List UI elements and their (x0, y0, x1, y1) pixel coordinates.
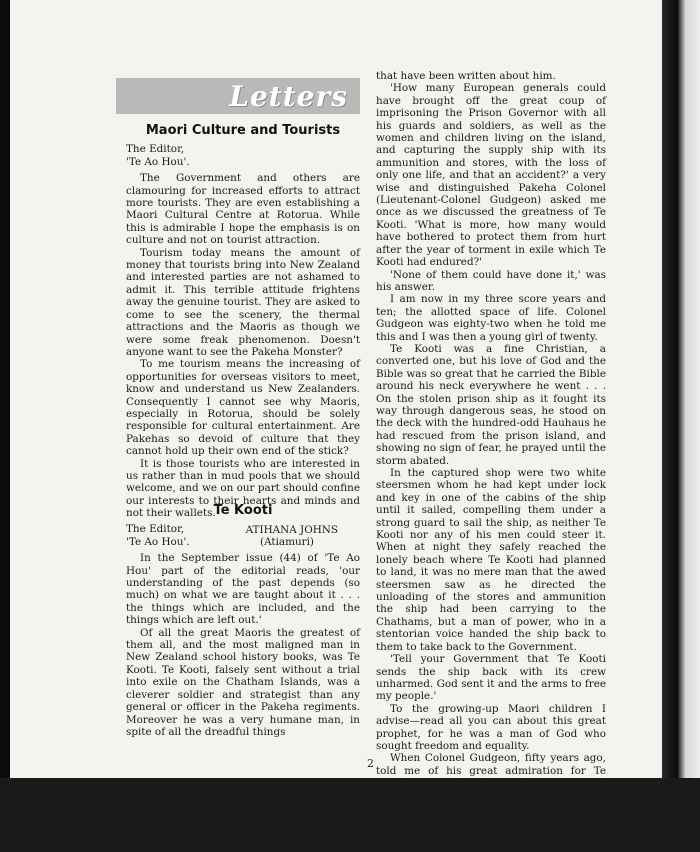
page-number: 2 (367, 757, 374, 770)
letter1-title: Maori Culture and Tourists (145, 123, 341, 138)
letter2-paragraph: 'How many European generals could have brought off the great coup of imprisoning the Prison Governor with all his guards and soldiers, as well as the women and children living on the island, and capturing the supply ship with its ammunition and stores, with the loss of only one life, and that an accident?' a very wise and distinguished Pakeha Colonel (Lieutenant-Colonel Gudgeon) asked me once as we discussed the greatness of Te Kooti. 'What is more, how many would have bothered to protect them from hurt after the year of torment in exile which Te Kooti had endured?' (376, 82, 606, 269)
letter2-title: Te Kooti (213, 503, 273, 518)
letter2-paragraph: 'Tell your Government that Te Kooti sends the ship back with its crew unharmed. God sent it and the arms to free my people.' (376, 653, 606, 703)
letter1-signature: ATIHANA JOHNS (245, 523, 338, 536)
letter2-paragraph: In the captured shop were two white steersmen whom he had kept under lock and key in one of the cabins of the ship until it sailed, compelling them under a strong guard to sail the ship, as neither Te Kooti nor any of his men could steer it. When at night they safely reached the lonely beach where Te Kooti had planned to land, it was no mere man that the awed steersmen saw as he directed the unloading of the stores and ammunition the ship had been carrying to the Chathams, but a man of power, who in a stentorian voice handed the ship back to them to take back to the Government. (376, 467, 606, 653)
letter-maori-culture (126, 125, 360, 548)
scan-edge-left (0, 0, 10, 778)
banner-title: Letters (229, 80, 348, 113)
letter2-paragraph: Of all the great Maoris the greatest of them all, and the most maligned man in New Zealand school history books, was Te Kooti. Te Kooti, falsely sent without a trial into exile on the Chatham Islands, was a cleverer soldier and strategist than any general or officer in the Pakeha regiments. Moreover he was a very humane man, in spite of all the dreadful things (126, 626, 360, 738)
book-spine (662, 0, 700, 778)
letter2-paragraph: I am now in my three score years and ten; the allotted space of life. Colonel Gudgeon was eighty-two when he told me this and I was then a young girl of twenty. (376, 293, 606, 343)
letter1-place: (Atiamuri) (260, 536, 314, 548)
letter1-paragraph: To me tourism means the increasing of opportunities for overseas visitors to meet, know and understand us New Zealanders. Consequently I cannot see why Maoris, especially in Rotorua, should be solely responsible for cultural entertainment. Are Pakehas so devoid of culture that they cannot hold up their own end of the stick? (126, 358, 360, 458)
letter2-paragraph: 'I have fought many campaigns in the Waikato and other parts,' Colonel Gudgeon said, 'and at one time I was in the dreadful pre- (376, 801, 606, 852)
letter1-paragraph: Tourism today means the amount of money that tourists bring into New Zealand and interested parties are not ashamed to admit it. This terrible attitude frightens away the genuine tourist. They are asked to come to see the scenery, the thermal attractions and the Maoris as though we were some freak phenomenon. Doesn't anyone want to see the Pakeha Monster? (126, 246, 360, 358)
letter-te-kooti-left (126, 505, 360, 738)
letter2-paragraph: When Colonel Gudgeon, fifty years ago, told me of his great admiration for Te Kooti, he told me also the following story about another Maori leader. (376, 752, 606, 802)
letters-banner (116, 78, 360, 114)
letter2-paragraph: In the September issue (44) of 'Te Ao Hou' part of the editorial reads, 'our understanding of the past depends (so much) on what we are taught about it . . . the things which are included, and the things which are left out.' (126, 552, 360, 627)
letter2-continuation: that have been written about him. (376, 70, 556, 82)
letter2-salutation-1: The Editor, (126, 523, 185, 536)
letter2-paragraph: Te Kooti was a fine Christian, a converted one, but his love of God and the Bible was so great that he carried the Bible around his neck everywhere he went . . . On the stolen prison ship as it fought its way through dangerous seas, he stood on the deck with the hundred-odd Hauhaus he had rescued from the prison island, and showing no sign of fear, he prayed until the storm abated. (376, 342, 606, 467)
letter2-paragraph: 'None of them could have done it,' was his answer. (376, 268, 606, 293)
letter-te-kooti-right (376, 70, 606, 852)
letter1-paragraph: The Government and others are clamouring for increased efforts to attract more tourists. They are even establishing a Maori Cultural Centre at Rotorua. While this is admirable I hope the emphasis is on culture and not on tourist attraction. (126, 172, 360, 247)
letter1-salutation-1: The Editor, (126, 143, 185, 156)
letter1-paragraph: It is those tourists who are interested in us rather than in mud pools that we should welcome, and we on our part should confine our interests to their hearts and minds and not their wallets. (126, 457, 360, 520)
letter1-salutation-2: 'Te Ao Hou'. (126, 155, 190, 168)
letter2-salutation-2: 'Te Ao Hou'. (126, 535, 190, 548)
letter2-paragraph: To the growing-up Maori children I advise—read all you can about this great prophet, for he was a man of God who sought freedom and equality. (376, 702, 606, 752)
